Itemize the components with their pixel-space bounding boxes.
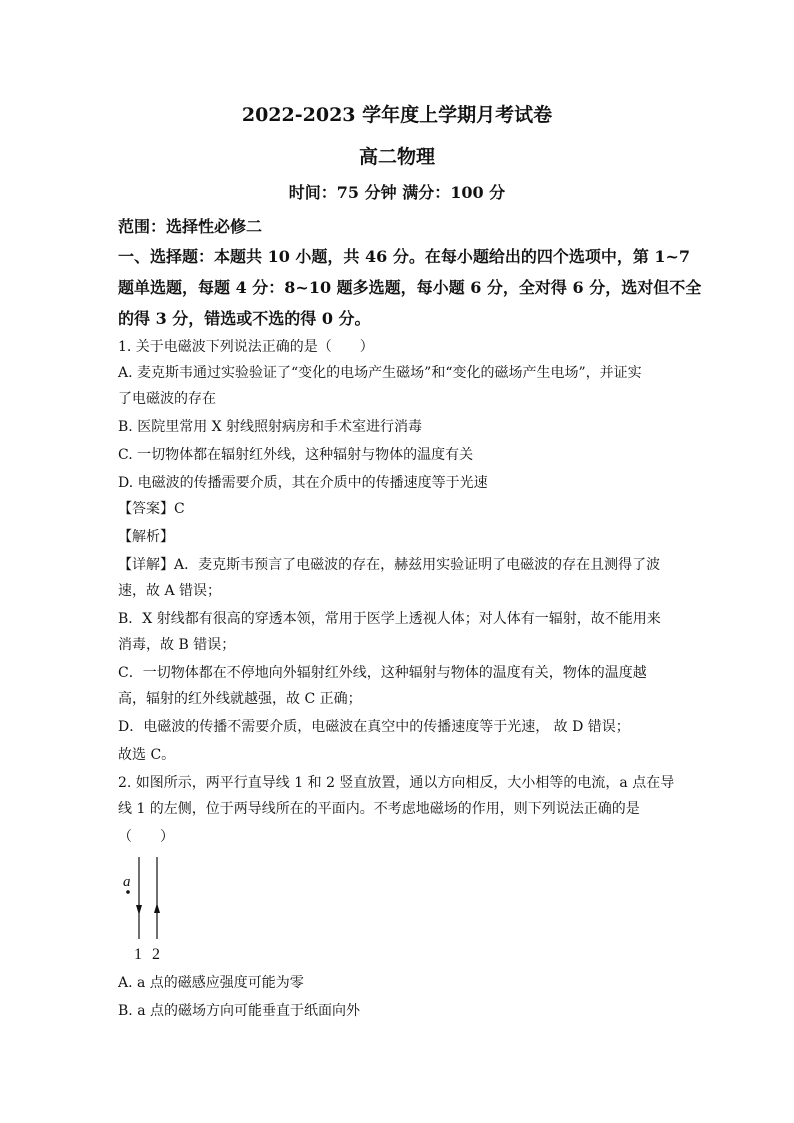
wire-2-label: 2 [152, 946, 160, 963]
q1-option-a-cont: 了电磁波的存在 [118, 391, 216, 407]
q1-option-c: C. 一切物体都在辐射红外线，这种辐射与物体的温度有关 [118, 447, 474, 463]
q1-detail-line: 高，辐射的红外线就越强，故 C 正确； [118, 691, 362, 707]
exam-title: 2022-2023 学年度上学期月考试卷 [241, 104, 553, 126]
q2-stem-line: （ ） [118, 829, 174, 845]
wire-2-arrow-up [154, 903, 160, 913]
q2-stem-line: 2. 如图所示，两平行直导线 1 和 2 竖直放置，通以方向相反，大小相等的电流，a 点在导 [118, 775, 675, 791]
q1-stem: 1. 关于电磁波下列说法正确的是（ ） [118, 339, 374, 355]
q1-answer: 【答案】C [118, 501, 185, 517]
q1-detail-line: 故选 C。 [118, 747, 176, 763]
subject-title: 高二物理 [358, 146, 435, 168]
section-intro-line: 题单选题，每题 4 分：8~10 题多选题，每小题 6 分，全对得 6 分，选对但不全 [118, 278, 702, 297]
q2-option-a: A. a 点的磁感应强度可能为零 [118, 975, 304, 991]
q1-detail-line: 速，故 A 错误； [118, 583, 222, 599]
q2-option-b: B. a 点的磁场方向可能垂直于纸面向外 [118, 1003, 360, 1019]
parallel-wires-figure [118, 855, 178, 963]
q1-analysis-label: 【解析】 [118, 529, 174, 545]
wire-1-label: 1 [134, 946, 142, 963]
q1-detail-line: D．电磁波的传播不需要介质，电磁波在真空中的传播速度等于光速， 故 D 错误； [118, 719, 630, 735]
q1-option-b: B. 医院里常用 X 射线照射病房和手术室进行消毒 [118, 419, 423, 435]
q1-detail-line: B．X 射线都有很高的穿透本领，常用于医学上透视人体；对人体有一辐射，故不能用来 [118, 611, 661, 627]
point-a-dot [126, 890, 130, 894]
wire-1-arrow-down [136, 905, 142, 915]
q1-option-d: D. 电磁波的传播需要介质，其在介质中的传播速度等于光速 [118, 475, 488, 491]
point-a-label: a [123, 874, 131, 890]
time-score-line: 时间：75 分钟 满分：100 分 [288, 183, 506, 202]
q2-stem-line: 线 1 的左侧，位于两导线所在的平面内。不考虑地磁场的作用，则下列说法正确的是 [118, 801, 640, 817]
q1-detail-line: 【详解】A．麦克斯韦预言了电磁波的存在，赫兹用实验证明了电磁波的存在且测得了波 [118, 557, 661, 573]
q1-detail-line: 消毒，故 B 错误； [118, 637, 236, 653]
scope-line: 范围：选择性必修二 [118, 217, 263, 236]
section-intro-line: 的得 3 分，错选或不选的得 0 分。 [118, 309, 371, 328]
q1-detail-line: C．一切物体都在不停地向外辐射红外线，这种辐射与物体的温度有关，物体的温度越 [118, 665, 647, 681]
section-intro-line: 一、选择题：本题共 10 小题，共 46 分。在每小题给出的四个选项中，第 1~7 [118, 247, 691, 266]
q1-option-a: A. 麦克斯韦通过实验验证了“变化的电场产生磁场”和“变化的磁场产生电场”，并证实 [118, 365, 642, 381]
